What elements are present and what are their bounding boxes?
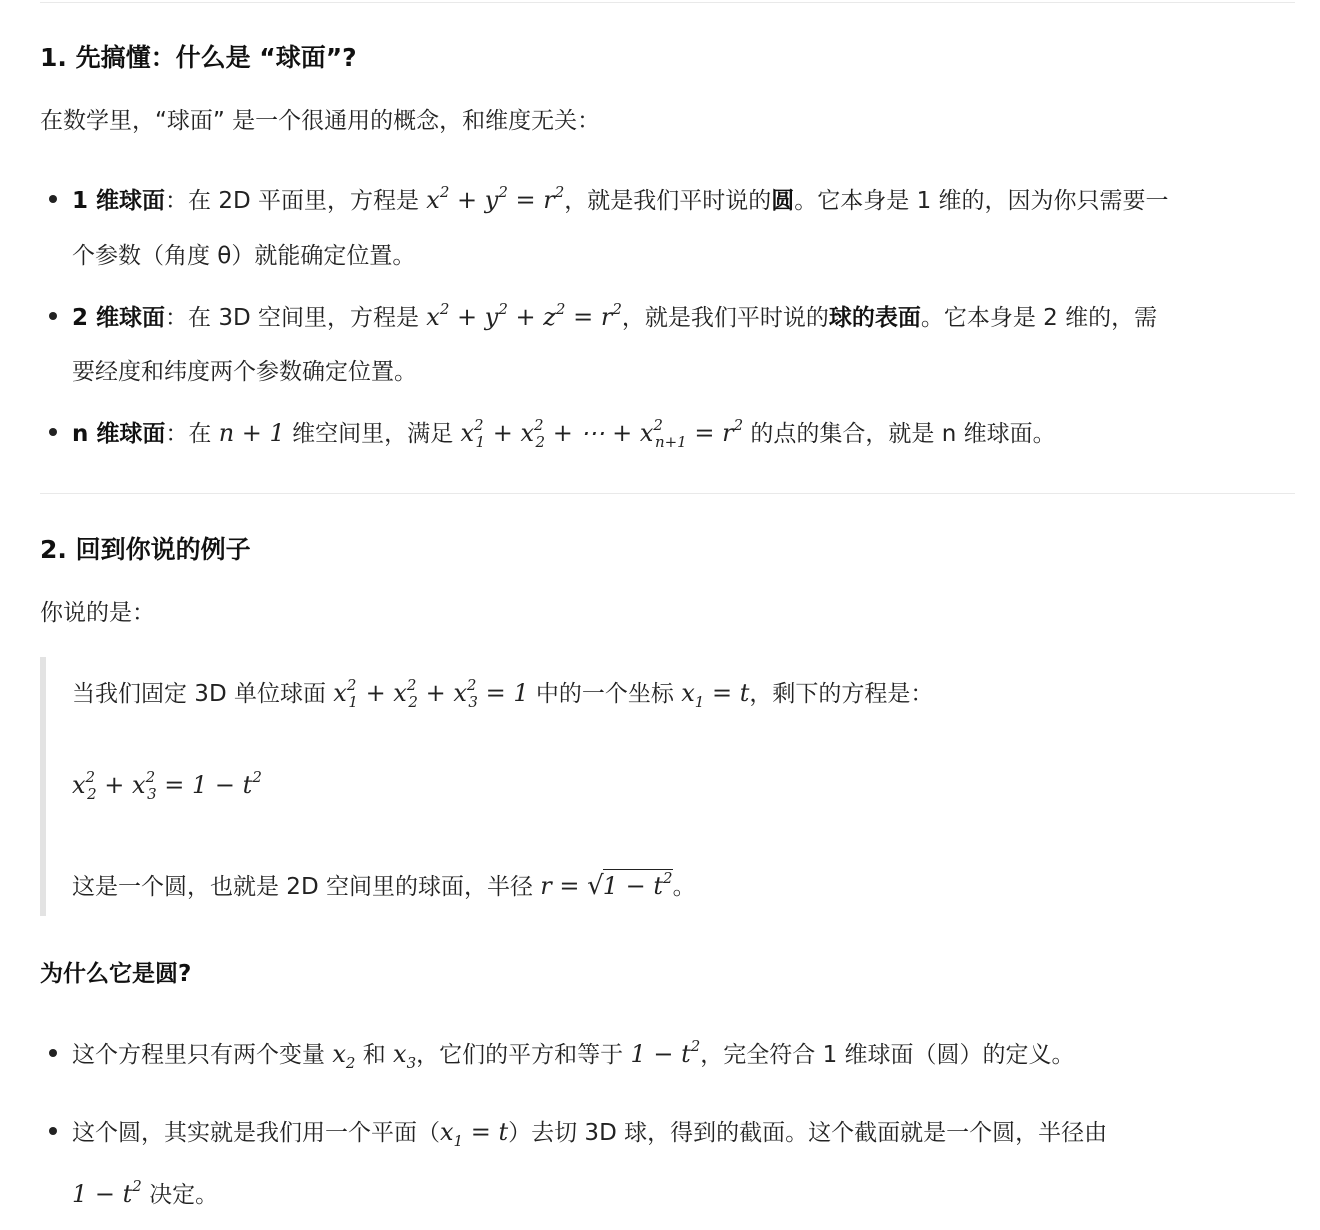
bullet-dot xyxy=(49,1049,57,1057)
equation-unit-sphere: $x^2_1 + x^2_2 + x^2_3 = 1$ xyxy=(333,676,529,711)
equation-sphere: $x^2 + y^2 + z^2 = r^2$ xyxy=(426,300,622,331)
list-item-nd-sphere: n 维球面：在 n + 1 维空间里，满足 $x^2_1 + x^2_2$ + ⋯ + $x^2_{n+1} = r^2$ 的点的集合，就是 n 维球面。 xyxy=(72,416,1056,451)
quote-equation xyxy=(72,768,262,803)
list-item-cross-section: 这个圆，其实就是我们用一个平面$(x_1 = t)$去切 3D 球，得到的截面。这个截面就是一个圆，半径由 xyxy=(72,1118,1108,1150)
equation-fixed-coordinate: $x_1 = t$ xyxy=(681,679,750,711)
list-item-1d-sphere: 1 维球面：在 2D 平面里，方程是 $x^2 + y^2 = r^2$，就是我们平时说的圆。它本身是 1 维的，因为你只需要一 xyxy=(72,183,1169,214)
equation-n-sphere: $x^2_1 + x^2_2$ + ⋯ + $x^2_{n+1} = r^2$ xyxy=(460,416,744,451)
quote-line-3: 这是一个圆，也就是 2D 空间里的球面，半径 $r = √1 - t^2$。 xyxy=(72,869,696,901)
term-nd: n 维球面 xyxy=(72,421,166,447)
section-1-heading: 1. 先搞懂：什么是 “球面”? xyxy=(40,43,357,72)
list-item-2d-continued: 要经度和纬度两个参数确定位置。 xyxy=(72,359,417,385)
bullet-dot xyxy=(49,195,57,203)
list-item-cross-section-continued: $1 - t^2$ 决定。 xyxy=(72,1177,219,1208)
blockquote-bar xyxy=(40,657,46,916)
section-2-intro: 你说的是： xyxy=(40,600,155,626)
bullet-dot xyxy=(49,428,57,436)
equation-circle: $x^2 + y^2 = r^2$ xyxy=(426,183,565,214)
bullet-dot xyxy=(49,312,57,320)
equation-remaining: $x^2_2 + x^2_3 = 1 - t^2$ xyxy=(72,768,262,803)
section-1-intro: 在数学里，“球面” 是一个很通用的概念，和维度无关： xyxy=(40,108,601,134)
section-divider xyxy=(40,493,1295,494)
equation-n-plus-1: n + 1 xyxy=(218,419,285,447)
list-item-2d-sphere: 2 维球面：在 3D 空间里，方程是 $x^2 + y^2 + z^2 = r^2$，就是我们平时说的球的表面。它本身是 2 维的，需 xyxy=(72,300,1158,331)
term-1d: 1 维球面 xyxy=(72,188,166,214)
equation-radius: $r = √1 - t^2$ xyxy=(540,869,673,901)
top-divider xyxy=(40,2,1295,3)
list-item-1d-continued: 个参数（角度 θ）就能确定位置。 xyxy=(72,243,416,269)
list-item-two-variables: 这个方程里只有两个变量 $x_2$ 和 $x_3$，它们的平方和等于 $1 - t^2$，完全符合 1 维球面（圆）的定义。 xyxy=(72,1037,1075,1072)
quote-line-1: 当我们固定 3D 单位球面 $x^2_1 + x^2_2 + x^2_3 = 1$ 中的一个坐标 $x_1 = t$，剩下的方程是： xyxy=(72,676,934,711)
subheading-why-circle: 为什么它是圆? xyxy=(40,961,192,987)
bullet-dot xyxy=(49,1127,57,1135)
section-2-heading: 2. 回到你说的例子 xyxy=(40,535,251,564)
term-2d: 2 维球面 xyxy=(72,305,166,331)
